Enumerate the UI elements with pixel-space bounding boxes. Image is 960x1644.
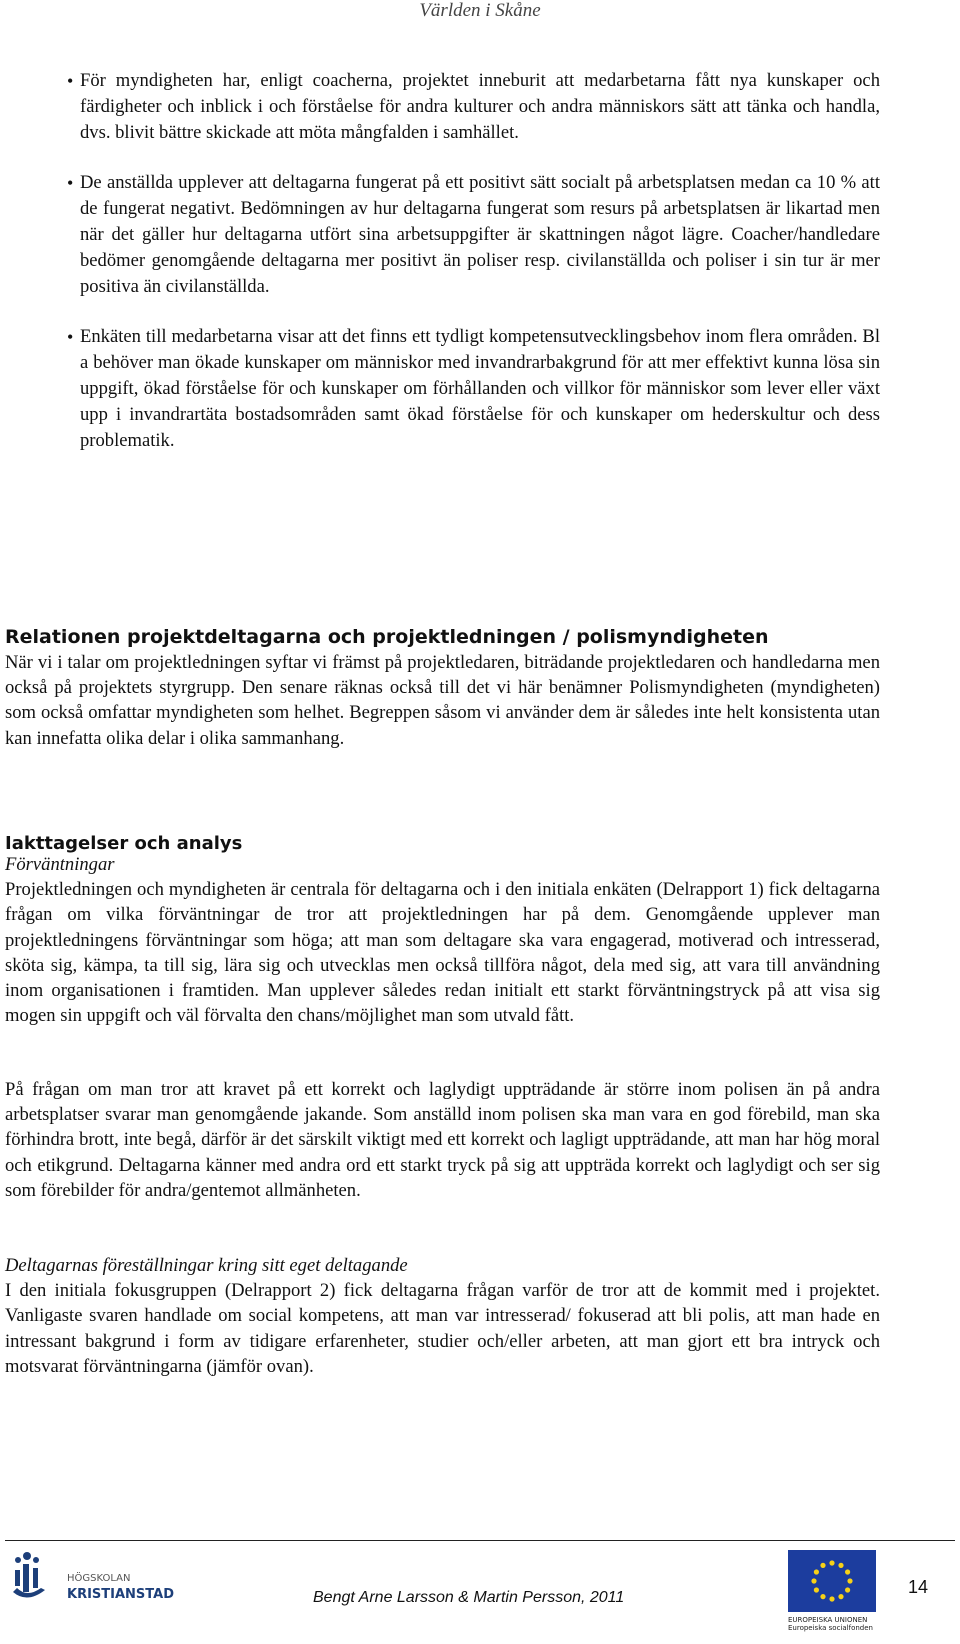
running-header [0, 0, 960, 22]
section-forvantningar [5, 852, 880, 1028]
bullet-item-2: • De anställda upplever att deltagarna fungerat på ett positivt sätt socialt på arbetsplatsen medan ca 10 % att de fungerat negativt. Bedömningen av hur deltagarna fungerat som resurs på arbetsplatsen är likartad men när det gäller hur deltagarna utfört sina arbetsuppgifter är skattningen något lägre. Coacher/handledare bedömer genomgående deltagarna mer positivt än poliser resp. civilanställda och poliser i sin tur är mer positiva än civilanställda. [5, 170, 880, 300]
subheading-forestallningar: Deltagarnas föreställningar kring sitt eget deltagande [5, 1255, 408, 1276]
bullet-section [5, 68, 880, 478]
section1-paragraph: När vi i talar om projektledningen syftar vi främst på projektledaren, biträdande projektledaren och handledarna men också på projektets styrgrupp. Den senare räknas också till det vi här benämner Polismyndigheten (myndigheten) som också omfattar myndigheten som helhet. Begreppen såsom vi använder dem är således inte helt konsistenta utan kan innefatta olika delar i olika sammanhang. [5, 652, 880, 749]
bullet-item-3: • Enkäten till medarbetarna visar att det finns ett tydligt kompetensutvecklingsbehov inom flera områden. Bl a behöver man ökade kunskaper om människor med invandrarbakgrund för att mer effektivt kunna lösa sin uppgift, ökad förståelse för och kunskaper om förhållanden och villkor för människor som lever eller växt upp i invandrartäta bostadsområden samt ökad förståelse för och kunskaper om hederskultur och dess problematik. [5, 324, 880, 454]
hogskolan-kristianstad-logo [5, 1548, 195, 1606]
logo-text-kristianstad: KRISTIANSTAD [67, 1587, 175, 1602]
eu-caption-line-1: EUROPEISKA UNIONEN [788, 1616, 868, 1624]
section-heading-iakttagelser: Iakttagelser och analys [5, 833, 243, 854]
forvantningar-text: Projektledningen och myndigheten är centrala för deltagarna och i den initiala enkäten (Delrapport 1) fick deltagarna frågan om vilka förväntningar de tror att projektledningen har på dem. Genomgående upplever man projektledningens förväntningar som höga; att man som deltagare ska vara engagerad, motiverad och intresserad, sköta sig, kämpa, ta till sig, lära sig och utvecklas men också tillföra något, dela med sig, att vara till användning inom organisationen i framtiden. Man upplever således redan initialt ett starkt förväntningstryck på att visa sig mogen sin uppgift och väl förvalta den chans/möjlighet man som utvald fått. [5, 879, 880, 1027]
eu-flag-icon [788, 1550, 876, 1612]
page-number: 14 [908, 1577, 929, 1597]
eu-caption [788, 1616, 880, 1632]
hk-emblem-icon [5, 1548, 195, 1606]
header-title: Världen i Skåne [419, 0, 541, 21]
logo-text-hogskolan: HÖGSKOLAN [67, 1573, 131, 1584]
footer-authors: Bengt Arne Larsson & Martin Persson, 2011 [313, 1589, 625, 1606]
eu-caption-line-2: Europeiska socialfonden [788, 1624, 873, 1632]
section-heading-relationen: Relationen projektdeltagarna och projektledningen / polismyndigheten [5, 626, 769, 648]
footer-divider [5, 1540, 955, 1541]
eu-logo [788, 1550, 880, 1642]
bullet-item-1: • För myndigheten har, enligt coacherna, projektet inneburit att medarbetarna fått nya kunskaper och färdigheter och inblick i och förståelse för andra kulturer och andra människors sätt att tänka och handla, dvs. blivit bättre skickade att möta mångfalden i samhället. [5, 68, 880, 146]
section-forestallningar [5, 1253, 880, 1379]
subheading-forvantningar: Förväntningar [5, 854, 115, 875]
forestallningar-text: I den initiala fokusgruppen (Delrapport 2) fick deltagarna frågan varför de tror att de kommit med i projektet. Vanligaste svaren handlade om social kompetens, att man var intresserad/ fokuserad att bli polis, att man hade en intressant bakgrund i form av tidigare erfarenheter, studier och/eller arbeten, att man gjort ett bra intryck och motsvarat förväntningarna (jämför ovan). [5, 1280, 880, 1377]
bullet-list [5, 68, 880, 454]
section2-paragraph-2: På frågan om man tror att kravet på ett korrekt och laglydigt uppträdande är större inom polisen än på andra arbetsplatser svarar man genomgående jakande. Som anställd inom polisen ska man vara en god förebild, man ska förhindra brott, inte begå, därför är det särskilt viktigt med ett korrekt och lagligt uppträdande, att man har hög moral och etikgrund. Deltagarna känner med andra ord ett starkt tryck på sig att uppträda korrekt och laglydigt och ser sig som förebilder för andra/gentemot allmänheten. [5, 1079, 880, 1201]
